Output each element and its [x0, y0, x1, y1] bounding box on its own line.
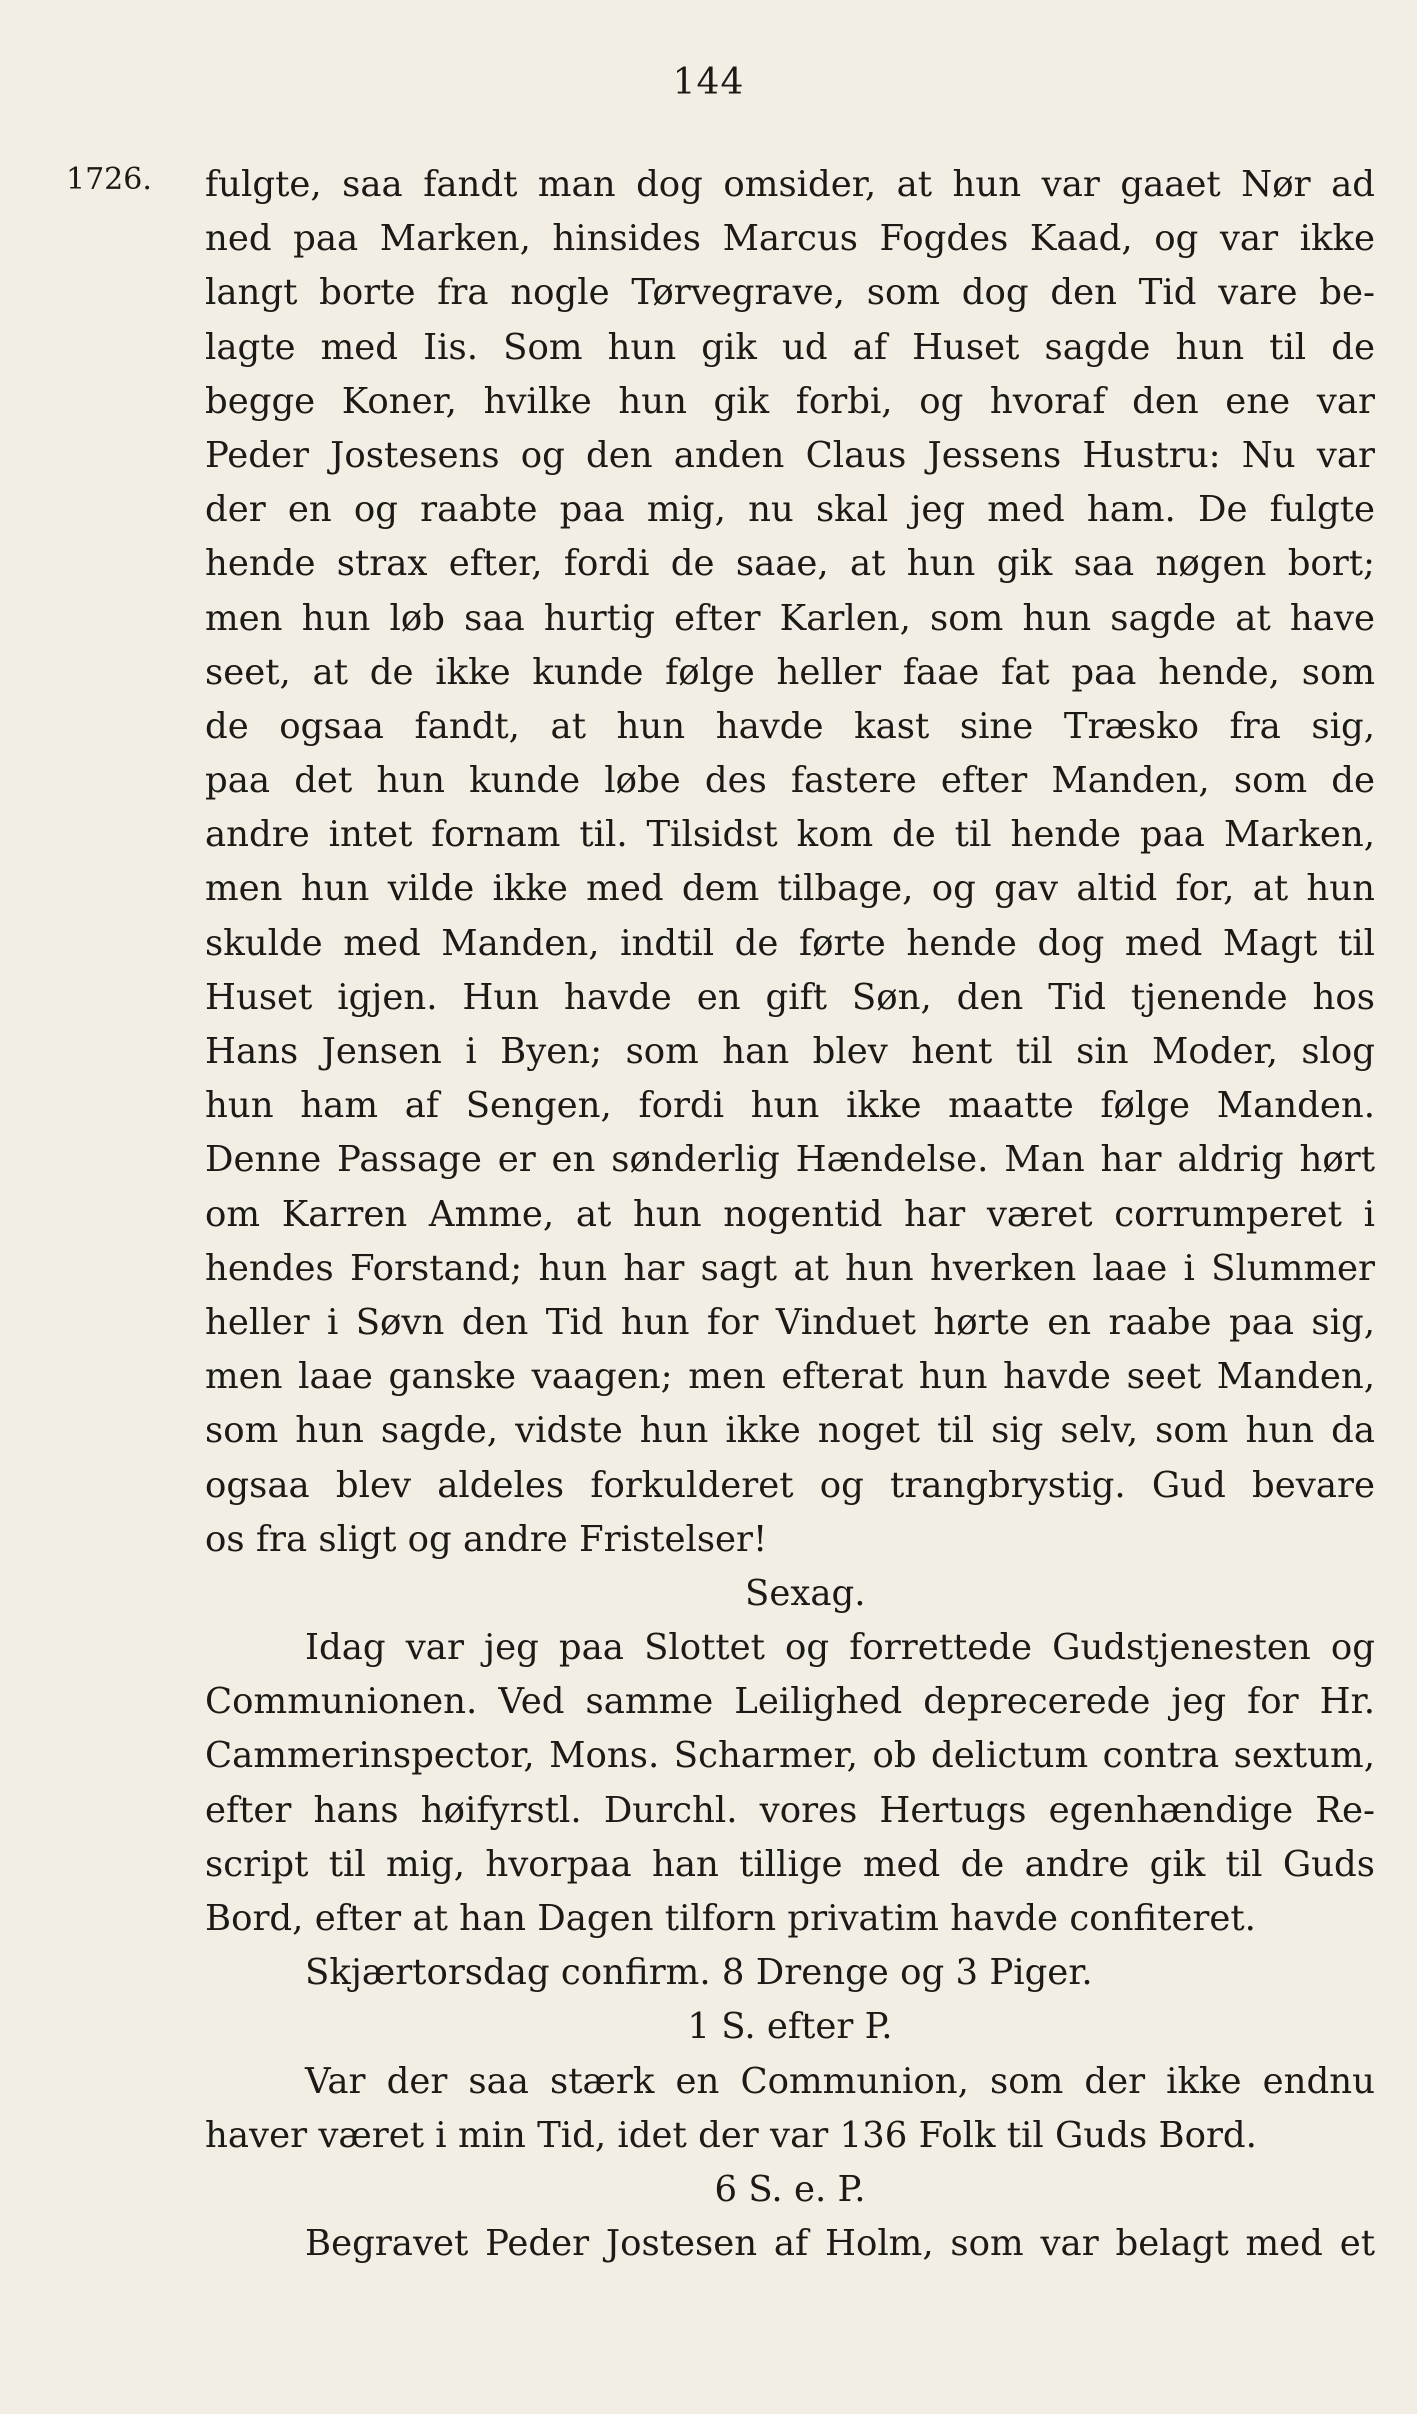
text-line: langt borte fra nogle Tørvegrave, som dog den Tid vare be-	[205, 272, 1375, 314]
text-line: seet, at de ikke kunde følge heller faae fat paa hende, som	[205, 651, 1375, 693]
margin-year: 1726.	[66, 162, 152, 197]
text-line: Begravet Peder Jostesen af Holm, som var belagt med et	[305, 2223, 1375, 2265]
text-line: Peder Jostesens og den anden Claus Jessens Hustru: Nu var	[205, 434, 1375, 476]
text-line: Var der saa stærk en Communion, som der ikke endnu	[305, 2060, 1375, 2102]
text-line: script til mig, hvorpaa han tillige med de andre gik til Guds	[205, 1843, 1375, 1885]
text-line: men laae ganske vaagen; men efterat hun havde seet Manden,	[205, 1356, 1375, 1398]
text-line: men hun vilde ikke med dem tilbage, og gav altid for, at hun	[205, 868, 1375, 910]
text-line: 6 S. e. P.	[714, 2168, 866, 2210]
text-line: de ogsaa fandt, at hun havde kast sine Træsko fra sig,	[205, 705, 1375, 747]
text-line: heller i Søvn den Tid hun for Vinduet hørte en raabe paa sig,	[205, 1301, 1375, 1343]
text-line: Communionen. Ved samme Leilighed deprecerede jeg for Hr.	[205, 1681, 1375, 1723]
text-line: Huset igjen. Hun havde en gift Søn, den Tid tjenende hos	[205, 976, 1375, 1018]
text-line: der en og raabte paa mig, nu skal jeg med ham. De fulgte	[205, 489, 1375, 531]
text-line: Bord, efter at han Dagen tilforn privatim havde confiteret.	[205, 1898, 1256, 1939]
text-line: hende strax efter, fordi de saae, at hun gik saa nøgen bort;	[205, 543, 1375, 585]
text-line: Cammerinspector, Mons. Scharmer, ob delictum contra sextum,	[205, 1735, 1375, 1777]
text-line: Sexag.	[745, 1572, 866, 1614]
body-text	[205, 158, 1375, 2271]
text-line: som hun sagde, vidste hun ikke noget til sig selv, som hun da	[205, 1410, 1375, 1452]
page-number: 144	[672, 62, 745, 103]
text-line: os fra sligt og andre Fristelser!	[205, 1518, 768, 1560]
text-line: fulgte, saa fandt man dog omsider, at hun var gaaet Nør ad	[205, 164, 1375, 205]
text-line: Hans Jensen i Byen; som han blev hent til sin Moder, slog	[205, 1031, 1375, 1072]
text-line: Skjærtorsdag confirm. 8 Drenge og 3 Piger.	[305, 1952, 1093, 1994]
text-line: hun ham af Sengen, fordi hun ikke maatte følge Manden.	[205, 1085, 1375, 1127]
text-line: efter hans høifyrstl. Durchl. vores Hertugs egenhændige Re-	[205, 1789, 1375, 1831]
text-line: skulde med Manden, indtil de førte hende dog med Magt til	[205, 922, 1375, 964]
text-line: Idag var jeg paa Slottet og forrettede Gudstjenesten og	[305, 1627, 1375, 1669]
text-line: begge Koner, hvilke hun gik forbi, og hvoraf den ene var	[205, 380, 1375, 422]
text-line: Denne Passage er en sønderlig Hændelse. Man har aldrig hørt	[205, 1139, 1375, 1181]
text-line: lagte med Iis. Som hun gik ud af Huset sagde hun til de	[205, 326, 1375, 368]
text-line: ogsaa blev aldeles forkulderet og trangbrystig. Gud bevare	[205, 1464, 1375, 1506]
text-line: hendes Forstand; hun har sagt at hun hverken laae i Slummer	[205, 1247, 1375, 1289]
text-line: andre intet fornam til. Tilsidst kom de til hende paa Marken,	[205, 814, 1375, 856]
text-line: 1 S. efter P.	[687, 2006, 893, 2048]
text-line: haver været i min Tid, idet der var 136 Folk til Guds Bord.	[205, 2114, 1257, 2156]
text-line: ned paa Marken, hinsides Marcus Fogdes Kaad, og var ikke	[205, 218, 1375, 260]
text-line: paa det hun kunde løbe des fastere efter Manden, som de	[205, 760, 1375, 802]
text-line: men hun løb saa hurtig efter Karlen, som hun sagde at have	[205, 597, 1375, 639]
text-line: om Karren Amme, at hun nogentid har været corrumperet i	[205, 1193, 1375, 1235]
